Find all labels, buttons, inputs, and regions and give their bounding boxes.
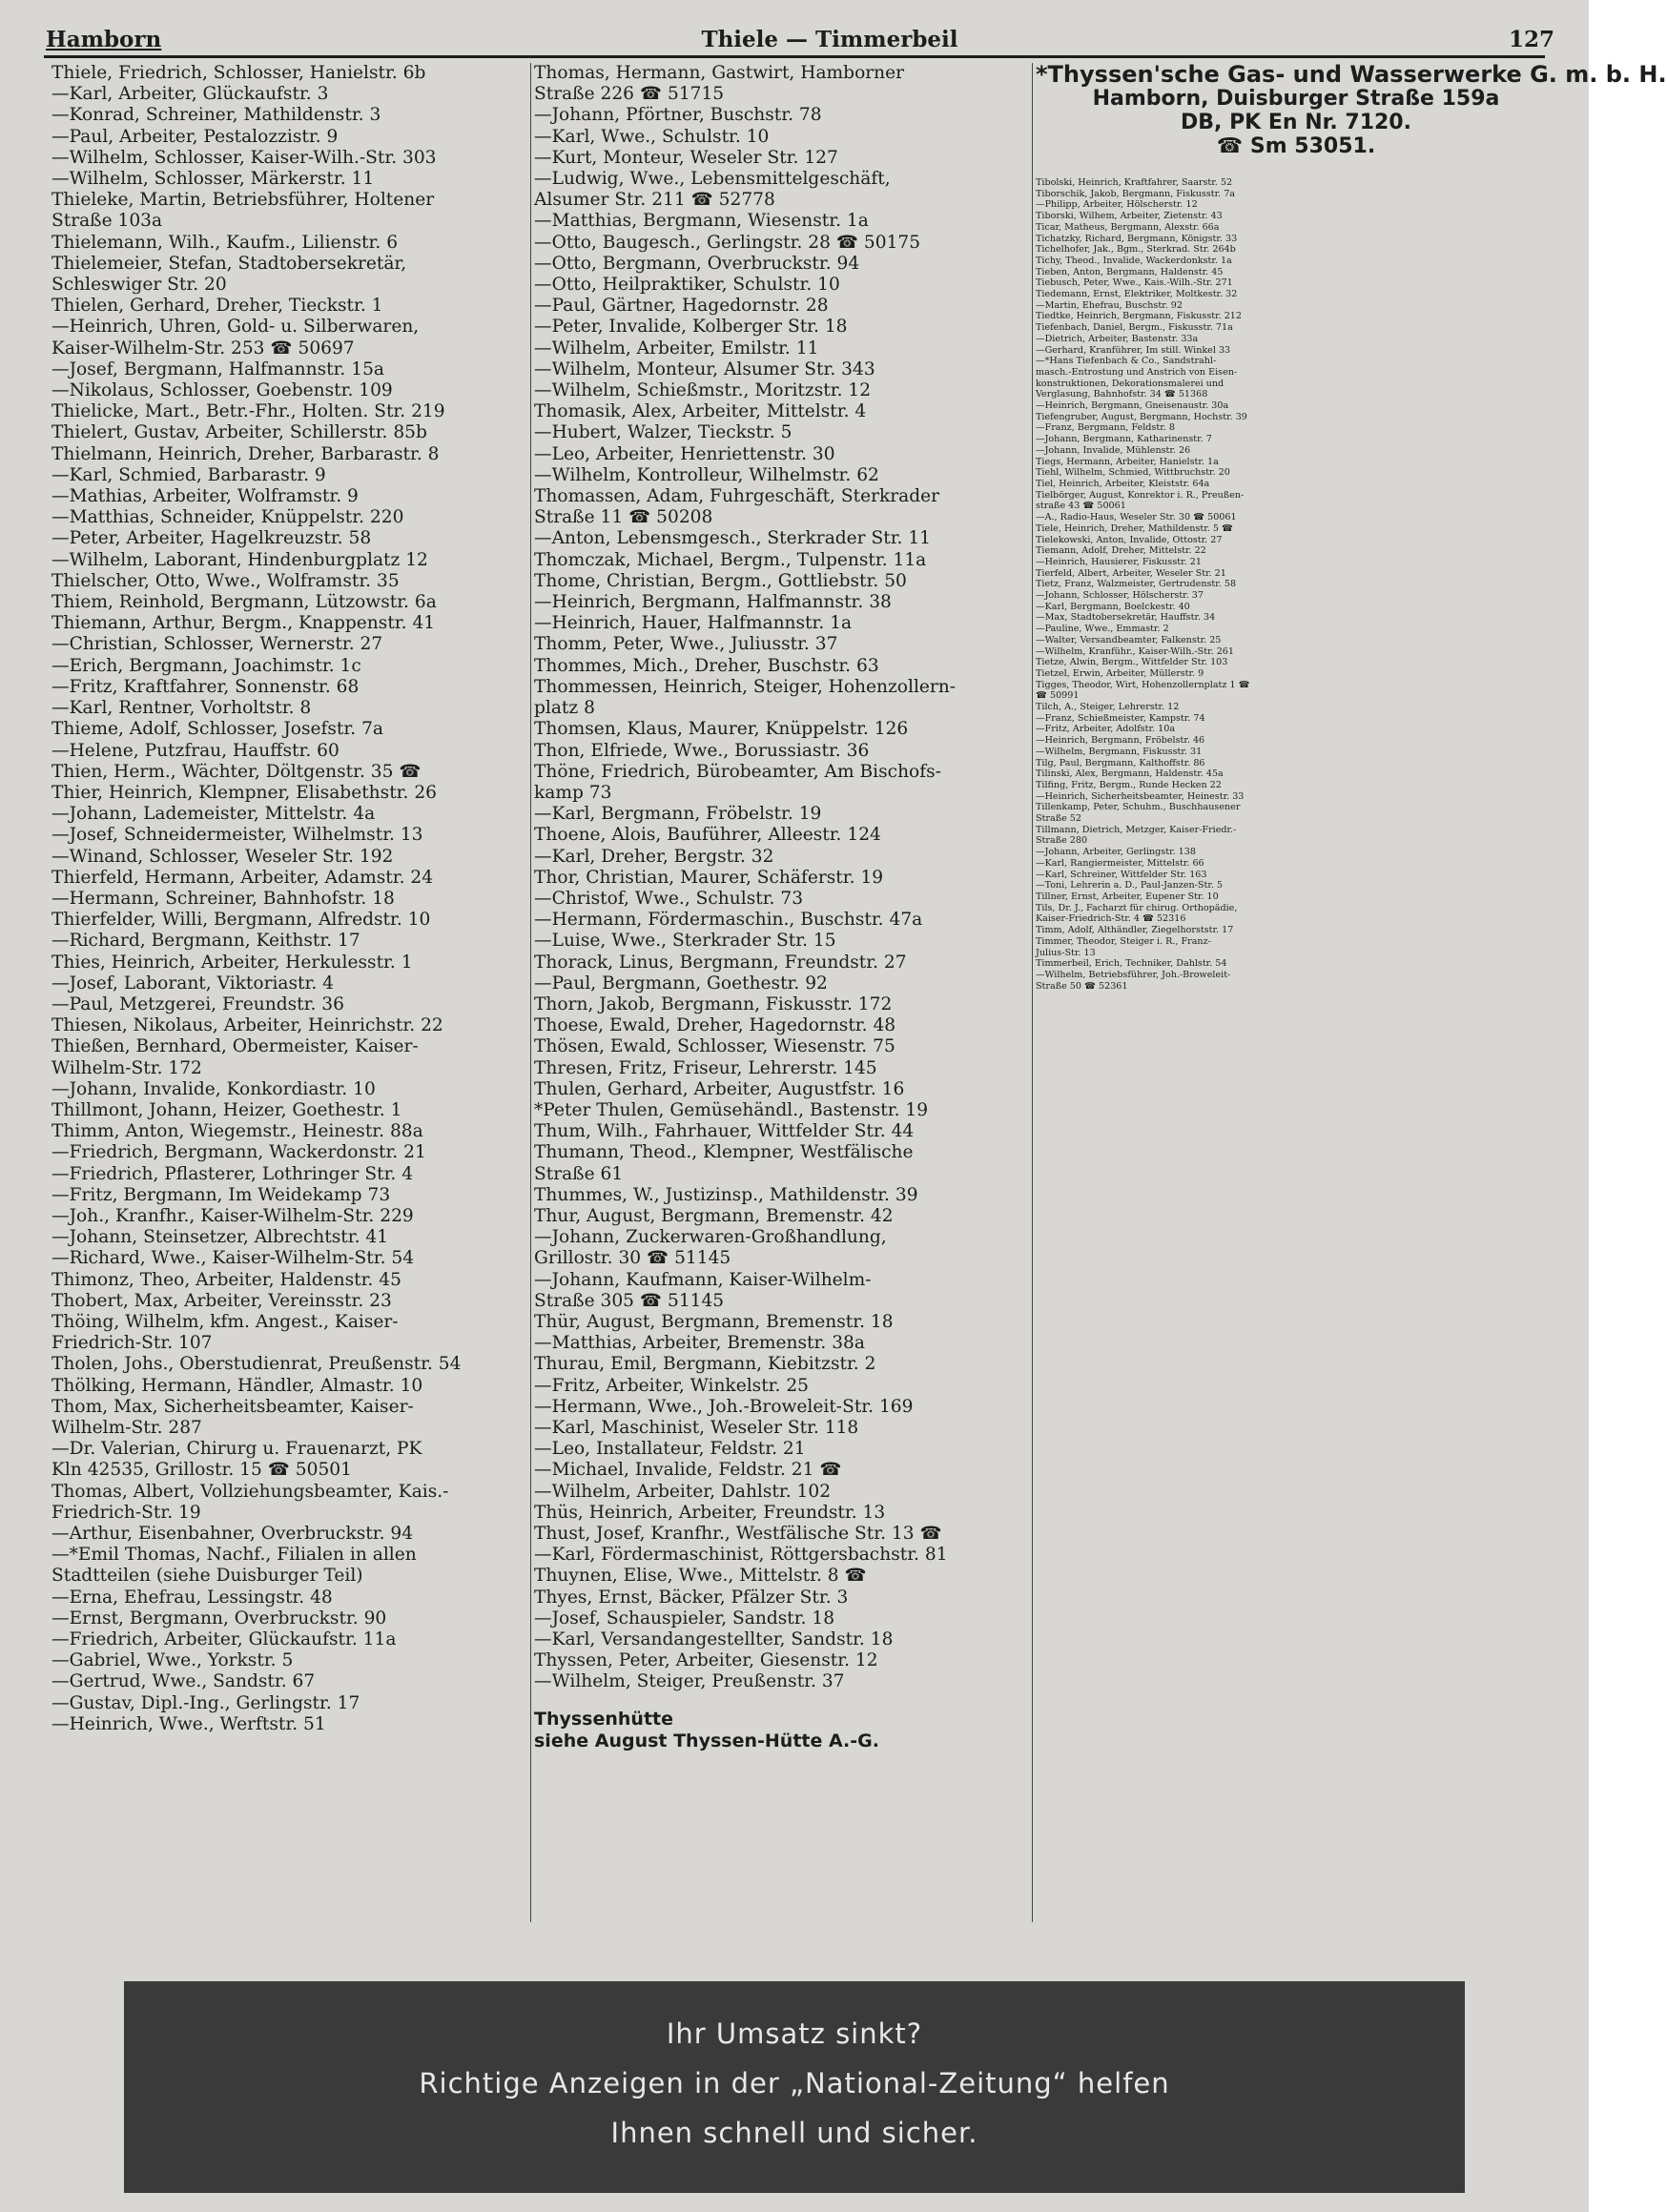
directory-entry: Straße 280 xyxy=(1036,835,1088,847)
directory-entry: —Erich, Bergmann, Joachimstr. 1c xyxy=(51,655,361,676)
directory-entry: —Johann, Zuckerwaren-Großhandlung, xyxy=(534,1227,887,1248)
directory-entry: —Walter, Versandbeamter, Falkenstr. 25 xyxy=(1036,634,1222,645)
directory-entry: —Arthur, Eisenbahner, Overbruckstr. 94 xyxy=(51,1524,414,1545)
directory-entry: —Peter, Arbeiter, Hagelkreuzstr. 58 xyxy=(51,528,372,549)
directory-entry: —Leo, Installateur, Feldstr. 21 xyxy=(534,1439,806,1460)
directory-entry: masch.-Entrostung und Anstrich von Eisen- xyxy=(1036,366,1238,378)
directory-entry: Straße 305 ☎ 51145 xyxy=(534,1290,725,1311)
directory-entry: Grillostr. 30 ☎ 51145 xyxy=(534,1248,731,1269)
directory-entry: Tietz, Franz, Walzmeister, Gertrudenstr. 58 xyxy=(1036,579,1237,590)
directory-entry: —Heinrich, Sicherheitsbeamter, Heinestr. 33 xyxy=(1036,790,1245,802)
directory-entry: Straße 50 ☎ 52361 xyxy=(1036,980,1128,992)
directory-entry: —Konrad, Schreiner, Mathildenstr. 3 xyxy=(51,105,381,126)
directory-entry: —Karl, Rentner, Vorholtstr. 8 xyxy=(51,698,312,719)
directory-entry: —Johann, Kaufmann, Kaiser-Wilhelm- xyxy=(534,1269,872,1290)
directory-entry: —Paul, Metzgerei, Freundstr. 36 xyxy=(51,993,344,1014)
directory-entry: —Karl, Dreher, Bergstr. 32 xyxy=(534,846,774,867)
directory-entry: —*Emil Thomas, Nachf., Filialen in allen xyxy=(51,1545,417,1566)
page-header xyxy=(38,21,1564,59)
directory-entry: Thomassen, Adam, Fuhrgeschäft, Sterkrader xyxy=(534,486,940,507)
directory-entry: Friedrich-Str. 19 xyxy=(51,1502,201,1523)
directory-entry: —Richard, Bergmann, Keithstr. 17 xyxy=(51,931,360,952)
directory-entry: —Wilhelm, Schießmstr., Moritzstr. 12 xyxy=(534,380,872,401)
header-city: Hamborn xyxy=(46,27,162,52)
directory-entry: —Karl, Schmied, Barbarastr. 9 xyxy=(51,464,326,485)
directory-entry: —Karl, Versandangestellter, Sandstr. 18 xyxy=(534,1629,894,1650)
directory-entry: —Gabriel, Wwe., Yorkstr. 5 xyxy=(51,1650,294,1671)
directory-entry: —Karl, Bergmann, Boelckestr. 40 xyxy=(1036,601,1190,612)
directory-entry: —Josef, Schauspieler, Sandstr. 18 xyxy=(534,1608,835,1628)
directory-entry: Tilinski, Alex, Bergmann, Haldenstr. 45a xyxy=(1036,768,1224,780)
directory-entry: Thillmont, Johann, Heizer, Goethestr. 1 xyxy=(51,1099,402,1120)
directory-entry: Tichy, Theod., Invalide, Wackerdonkstr. 1a xyxy=(1036,255,1232,266)
directory-entry: Thyssen, Peter, Arbeiter, Giesenstr. 12 xyxy=(534,1650,878,1671)
directory-entry: —Wilhelm, Kranführ., Kaiser-Wilh.-Str. 261 xyxy=(1036,645,1234,657)
directory-entry: —Karl, Schreiner, Wittfelder Str. 163 xyxy=(1036,869,1207,880)
directory-entry: Thielscher, Otto, Wwe., Wolframstr. 35 xyxy=(51,570,400,591)
directory-entry: —Friedrich, Bergmann, Wackerdonstr. 21 xyxy=(51,1142,426,1163)
directory-entry: —Wilhelm, Laborant, Hindenburgplatz 12 xyxy=(51,549,428,570)
directory-entry: —Matthias, Arbeiter, Bremenstr. 38a xyxy=(534,1333,865,1354)
directory-entry: —Karl, Rangiermeister, Mittelstr. 66 xyxy=(1036,857,1204,869)
column-1 xyxy=(51,63,526,1735)
directory-entry: Kaiser-Friedrich-Str. 4 ☎ 52316 xyxy=(1036,913,1186,925)
directory-entry: —Leo, Arbeiter, Henriettenstr. 30 xyxy=(534,443,835,464)
directory-entry: —Martin, Ehefrau, Buschstr. 92 xyxy=(1036,299,1183,311)
header-name-range: Thiele — Timmerbeil xyxy=(701,27,958,52)
directory-entry: —Wilhelm, Betriebsführer, Joh.-Broweleit- xyxy=(1036,969,1231,980)
directory-entry: —Johann, Steinsetzer, Albrechtstr. 41 xyxy=(51,1227,389,1248)
banner-line-1: Ihr Umsatz sinkt? xyxy=(666,2017,923,2050)
directory-entry: —Hermann, Wwe., Joh.-Broweleit-Str. 169 xyxy=(534,1396,914,1417)
directory-entry: Tiehl, Wilhelm, Schmied, Wittbruchstr. 20 xyxy=(1036,467,1230,479)
directory-entry: —Josef, Bergmann, Halfmannstr. 15a xyxy=(51,358,384,379)
directory-entry: platz 8 xyxy=(534,698,595,719)
directory-entry: Tielbörger, August, Konrektor i. R., Preußen- xyxy=(1036,489,1245,501)
directory-entry: —Otto, Heilpraktiker, Schulstr. 10 xyxy=(534,275,840,296)
directory-entry: Tholen, Johs., Oberstudienrat, Preußenstr. 54 xyxy=(51,1354,462,1375)
directory-entry: —Johann, Invalide, Konkordiastr. 10 xyxy=(51,1078,376,1099)
directory-entry: kamp 73 xyxy=(534,782,612,803)
directory-entry: —Kurt, Monteur, Weseler Str. 127 xyxy=(534,147,838,168)
directory-entry: Alsumer Str. 211 ☎ 52778 xyxy=(534,190,775,211)
directory-entry: —Joh., Kranfhr., Kaiser-Wilhelm-Str. 229 xyxy=(51,1205,414,1226)
directory-entry: —Peter, Invalide, Kolberger Str. 18 xyxy=(534,317,848,338)
directory-entry: Tieben, Anton, Bergmann, Haldenstr. 45 xyxy=(1036,266,1224,277)
directory-entry: —Mathias, Arbeiter, Wolframstr. 9 xyxy=(51,486,359,507)
directory-entry: Kaiser-Wilhelm-Str. 253 ☎ 50697 xyxy=(51,338,355,358)
directory-entry: —Franz, Bergmann, Feldstr. 8 xyxy=(1036,422,1175,434)
directory-entry: —Wilhelm, Schlosser, Märkerstr. 11 xyxy=(51,169,375,190)
directory-entry: Thomas, Albert, Vollziehungsbeamter, Kais.- xyxy=(51,1481,449,1502)
directory-entry: Thierfeld, Hermann, Arbeiter, Adamstr. 24 xyxy=(51,867,434,888)
directory-entry: Tiele, Heinrich, Dreher, Mathildenstr. 5 ☎ xyxy=(1036,522,1233,534)
directory-entry: Tilg, Paul, Bergmann, Kalthoffstr. 86 xyxy=(1036,757,1205,768)
directory-entry: Thummes, W., Justizinsp., Mathildenstr. 39 xyxy=(534,1184,918,1205)
directory-entry: Thimonz, Theo, Arbeiter, Haldenstr. 45 xyxy=(51,1269,401,1290)
directory-entry: Thielemeier, Stefan, Stadtobersekretär, xyxy=(51,253,407,274)
firm-line: Hamborn, Duisburger Straße 159a xyxy=(1092,87,1500,111)
directory-entry: Tietzel, Erwin, Arbeiter, Müllerstr. 9 xyxy=(1036,667,1204,679)
directory-entry: Stadtteilen (siehe Duisburger Teil) xyxy=(51,1566,363,1587)
directory-entry: Thommessen, Heinrich, Steiger, Hohenzollern- xyxy=(534,676,957,697)
directory-entry: —Wilhelm, Arbeiter, Emilstr. 11 xyxy=(534,338,819,358)
firm-advertisement xyxy=(1036,61,1667,158)
directory-entry: Wilhelm-Str. 172 xyxy=(51,1057,202,1078)
directory-entry: Thor, Christian, Maurer, Schäferstr. 19 xyxy=(534,867,884,888)
banner-line-3: Ihnen schnell und sicher. xyxy=(610,2117,978,2149)
directory-entry: —Michael, Invalide, Feldstr. 21 ☎ xyxy=(534,1460,842,1481)
directory-entry: —Hermann, Schreiner, Bahnhofstr. 18 xyxy=(51,888,395,909)
directory-entry: Straße 11 ☎ 50208 xyxy=(534,507,713,528)
directory-entry: Friedrich-Str. 107 xyxy=(51,1333,213,1354)
directory-entry: Julius-Str. 13 xyxy=(1036,947,1096,958)
directory-entry: Thier, Heinrich, Klempner, Elisabethstr. 26 xyxy=(51,782,437,803)
directory-entry: Tiefengruber, August, Bergmann, Hochstr. 39 xyxy=(1036,411,1247,422)
directory-entry: Thust, Josef, Kranfhr., Westfälische Str. 13 ☎ xyxy=(534,1524,942,1545)
directory-entry: —Gerhard, Kranführer, Im still. Winkel 33 xyxy=(1036,344,1231,356)
directory-entry: —Wilhelm, Schlosser, Kaiser-Wilh.-Str. 303 xyxy=(51,147,437,168)
directory-entry: Thien, Herm., Wächter, Döltgenstr. 35 ☎ xyxy=(51,761,422,782)
banner-line-2: Richtige Anzeigen in der „National-Zeitung“ helfen xyxy=(419,2067,1170,2099)
directory-entry: —Winand, Schlosser, Weseler Str. 192 xyxy=(51,846,394,867)
directory-entry: —Fritz, Kraftfahrer, Sonnenstr. 68 xyxy=(51,676,360,697)
directory-entry: Straße 103a xyxy=(51,211,163,232)
directory-entry: —Josef, Laborant, Viktoriastr. 4 xyxy=(51,973,335,993)
directory-entry: —Karl, Arbeiter, Glückaufstr. 3 xyxy=(51,84,329,105)
column-divider xyxy=(1032,63,1033,1922)
directory-entry: —Karl, Bergmann, Fröbelstr. 19 xyxy=(534,804,822,825)
directory-entry: Thölking, Hermann, Händler, Almastr. 10 xyxy=(51,1375,423,1396)
directory-entry: Thomczak, Michael, Bergm., Tulpenstr. 11a xyxy=(534,549,927,570)
directory-entry: —Fritz, Arbeiter, Winkelstr. 25 xyxy=(534,1375,809,1396)
directory-entry: —Johann, Invalide, Mühlenstr. 26 xyxy=(1036,444,1191,456)
directory-entry: —Matthias, Schneider, Knüppelstr. 220 xyxy=(51,507,404,528)
cross-reference-line: Thyssenhütte xyxy=(534,1708,674,1730)
directory-entry: Tilfing, Fritz, Bergm., Runde Hecken 22 xyxy=(1036,779,1222,790)
directory-entry: straße 43 ☎ 50061 xyxy=(1036,501,1126,512)
directory-entry: —Heinrich, Uhren, Gold- u. Silberwaren, xyxy=(51,317,420,338)
directory-entry: Tiebusch, Peter, Wwe., Kais.-Wilh.-Str. 271 xyxy=(1036,277,1233,289)
directory-entry: ☎ 50991 xyxy=(1036,690,1080,702)
directory-entry: —Johann, Pförtner, Buschstr. 78 xyxy=(534,105,822,126)
directory-entry: —Paul, Gärtner, Hagedornstr. 28 xyxy=(534,296,829,317)
directory-entry: —Wilhelm, Steiger, Preußenstr. 37 xyxy=(534,1671,845,1692)
directory-entry: —Heinrich, Hausierer, Fiskusstr. 21 xyxy=(1036,556,1202,567)
directory-entry: Schleswiger Str. 20 xyxy=(51,275,227,296)
directory-entry: —Josef, Schneidermeister, Wilhelmstr. 13 xyxy=(51,825,423,846)
directory-entry: Tietze, Alwin, Bergm., Wittfelder Str. 103 xyxy=(1036,657,1228,668)
directory-entry: —Wilhelm, Bergmann, Fiskusstr. 31 xyxy=(1036,746,1203,757)
directory-entry: —Otto, Baugesch., Gerlingstr. 28 ☎ 50175 xyxy=(534,232,921,253)
directory-entry: Tillner, Ernst, Arbeiter, Eupener Str. 10 xyxy=(1036,891,1219,902)
directory-entry: Thüs, Heinrich, Arbeiter, Freundstr. 13 xyxy=(534,1502,886,1523)
directory-entry: Thur, August, Bergmann, Bremenstr. 42 xyxy=(534,1205,894,1226)
directory-entry: —Karl, Maschinist, Weseler Str. 118 xyxy=(534,1418,859,1438)
directory-entry: Thoese, Ewald, Dreher, Hagedornstr. 48 xyxy=(534,1015,896,1036)
column-2 xyxy=(534,63,1028,1752)
directory-entry: Thießen, Bernhard, Obermeister, Kaiser- xyxy=(51,1036,419,1057)
directory-entry: Thöne, Friedrich, Bürobeamter, Am Bischofs- xyxy=(534,761,941,782)
directory-entry: Verglasung, Bahnhofstr. 34 ☎ 51368 xyxy=(1036,389,1208,400)
directory-entry: Thumann, Theod., Klempner, Westfälische xyxy=(534,1142,914,1163)
directory-entry: —Heinrich, Wwe., Werftstr. 51 xyxy=(51,1713,326,1734)
directory-entry: Thommes, Mich., Dreher, Buschstr. 63 xyxy=(534,655,879,676)
directory-entry: —Hermann, Fördermaschin., Buschstr. 47a xyxy=(534,910,923,931)
column-3 xyxy=(1036,61,1667,992)
directory-entry: —Christof, Wwe., Schulstr. 73 xyxy=(534,888,804,909)
directory-entry: Tillenkamp, Peter, Schuhm., Buschhausener xyxy=(1036,802,1241,813)
directory-entry: Tielekowski, Anton, Invalide, Ottostr. 27 xyxy=(1036,534,1223,545)
directory-entry: —Karl, Wwe., Schulstr. 10 xyxy=(534,126,770,147)
directory-entry: Thomas, Hermann, Gastwirt, Hamborner xyxy=(534,63,905,83)
directory-entry: Straße 61 xyxy=(534,1163,624,1184)
page-number: 127 xyxy=(1508,27,1554,52)
directory-entry: Thierfelder, Willi, Bergmann, Alfredstr. 10 xyxy=(51,910,431,931)
directory-entry: —Otto, Bergmann, Overbruckstr. 94 xyxy=(534,253,860,274)
directory-entry: —Franz, Schießmeister, Kampstr. 74 xyxy=(1036,712,1205,724)
cross-reference xyxy=(534,1709,1028,1752)
directory-entry: Thösen, Ewald, Schlosser, Wiesenstr. 75 xyxy=(534,1036,895,1057)
directory-entry: Tiel, Heinrich, Arbeiter, Kleiststr. 64a xyxy=(1036,478,1210,489)
directory-entry: Timm, Adolf, Althändler, Ziegelhorststr. 17 xyxy=(1036,925,1234,936)
directory-entry: Thorn, Jakob, Bergmann, Fiskusstr. 172 xyxy=(534,993,893,1014)
column-divider xyxy=(530,63,531,1922)
directory-entry: —Paul, Bergmann, Goethestr. 92 xyxy=(534,973,828,993)
directory-entry: Tierfeld, Albert, Arbeiter, Weseler Str. 21 xyxy=(1036,567,1226,579)
directory-entry: —Erna, Ehefrau, Lessingstr. 48 xyxy=(51,1587,333,1608)
directory-entry: —Helene, Putzfrau, Hauffstr. 60 xyxy=(51,740,340,761)
directory-entry: —Wilhelm, Kontrolleur, Wilhelmstr. 62 xyxy=(534,464,879,485)
directory-entry: Thielemann, Wilh., Kaufm., Lilienstr. 6 xyxy=(51,232,399,253)
directory-entry: Thon, Elfriede, Wwe., Borussiastr. 36 xyxy=(534,740,870,761)
directory-entry: Thuynen, Elise, Wwe., Mittelstr. 8 ☎ xyxy=(534,1566,867,1587)
directory-entry: Tichelhofer, Jak., Bgm., Sterkrad. Str. 264b xyxy=(1036,244,1236,256)
directory-entry: Thorack, Linus, Bergmann, Freundstr. 27 xyxy=(534,952,907,973)
directory-entry: Tichatzky, Richard, Bergmann, Königstr. 33 xyxy=(1036,233,1238,244)
directory-entry: —Luise, Wwe., Sterkrader Str. 15 xyxy=(534,931,836,952)
firm-line: ☎ Sm 53051. xyxy=(1216,134,1376,158)
firm-line: *Thyssen'sche Gas- und Wasserwerke G. m. b. H. xyxy=(1036,61,1667,88)
directory-entry: —Heinrich, Hauer, Halfmannstr. 1a xyxy=(534,613,853,634)
directory-entry: —Gustav, Dipl.-Ing., Gerlingstr. 17 xyxy=(51,1692,360,1713)
directory-entry: Thielicke, Mart., Betr.-Fhr., Holten. Str. 219 xyxy=(51,401,445,422)
directory-entry: Thies, Heinrich, Arbeiter, Herkulesstr. 1 xyxy=(51,952,413,973)
directory-entry: —Ernst, Bergmann, Overbruckstr. 90 xyxy=(51,1608,387,1628)
directory-entry: Thomasik, Alex, Arbeiter, Mittelstr. 4 xyxy=(534,401,867,422)
firm-line: DB, PK En Nr. 7120. xyxy=(1181,111,1411,134)
directory-entry: Thomm, Peter, Wwe., Juliusstr. 37 xyxy=(534,634,838,655)
directory-entry: —Philipp, Arbeiter, Hölscherstr. 12 xyxy=(1036,199,1198,211)
directory-entry: Thielen, Gerhard, Dreher, Tieckstr. 1 xyxy=(51,296,383,317)
directory-entry: —Johann, Bergmann, Katharinenstr. 7 xyxy=(1036,434,1212,445)
directory-entry: Thöing, Wilhelm, kfm. Angest., Kaiser- xyxy=(51,1311,399,1332)
directory-entry: Timmerbeil, Erich, Techniker, Dahlstr. 54 xyxy=(1036,958,1227,970)
directory-entry: —Matthias, Bergmann, Wiesenstr. 1a xyxy=(534,211,869,232)
directory-entry: Thiem, Reinhold, Bergmann, Lützowstr. 6a xyxy=(51,592,437,613)
directory-entry: Tiefenbach, Daniel, Bergm., Fiskusstr. 71a xyxy=(1036,322,1233,334)
directory-entry: —Pauline, Wwe., Emmastr. 2 xyxy=(1036,624,1169,635)
directory-entry: Thimm, Anton, Wiegemstr., Heinestr. 88a xyxy=(51,1121,423,1142)
directory-entry: —Friedrich, Pflasterer, Lothringer Str. 4 xyxy=(51,1163,414,1184)
directory-entry: Thomsen, Klaus, Maurer, Knüppelstr. 126 xyxy=(534,719,909,740)
directory-entry: Tiedtke, Heinrich, Bergmann, Fiskusstr. 212 xyxy=(1036,311,1242,322)
directory-entry: —Paul, Arbeiter, Pestalozzistr. 9 xyxy=(51,126,339,147)
directory-entry: —Friedrich, Arbeiter, Glückaufstr. 11a xyxy=(51,1629,397,1650)
directory-entry: Thielert, Gustav, Arbeiter, Schillerstr. 85b xyxy=(51,422,427,443)
directory-entry: —Christian, Schlosser, Wernerstr. 27 xyxy=(51,634,383,655)
directory-entry: Thom, Max, Sicherheitsbeamter, Kaiser- xyxy=(51,1396,414,1417)
directory-entry: —Toni, Lehrerin a. D., Paul-Janzen-Str. 5 xyxy=(1036,880,1224,891)
directory-entry: Thum, Wilh., Fahrhauer, Wittfelder Str. 44 xyxy=(534,1121,915,1142)
directory-entry: Thurau, Emil, Bergmann, Kiebitzstr. 2 xyxy=(534,1354,876,1375)
directory-entry: Thresen, Fritz, Friseur, Lehrerstr. 145 xyxy=(534,1057,877,1078)
directory-entry: Tiegs, Hermann, Arbeiter, Hanielstr. 1a xyxy=(1036,456,1219,467)
directory-entry: —Gertrud, Wwe., Sandstr. 67 xyxy=(51,1671,316,1692)
directory-entry: —Heinrich, Bergmann, Fröbelstr. 46 xyxy=(1036,735,1205,747)
directory-entry: —A., Radio-Haus, Weseler Str. 30 ☎ 50061 xyxy=(1036,512,1237,523)
directory-entry: Tillmann, Dietrich, Metzger, Kaiser-Friedr.- xyxy=(1036,824,1237,835)
directory-entry: —Wilhelm, Arbeiter, Dahlstr. 102 xyxy=(534,1481,832,1502)
directory-entry: —Hubert, Walzer, Tieckstr. 5 xyxy=(534,422,792,443)
directory-entry: —Nikolaus, Schlosser, Goebenstr. 109 xyxy=(51,380,393,401)
directory-entry: Thome, Christian, Bergm., Gottliebstr. 50 xyxy=(534,570,907,591)
directory-entry: konstruktionen, Dekorationsmalerei und xyxy=(1036,378,1225,389)
directory-entry: Tils, Dr. J., Facharzt für chirug. Orthopädie, xyxy=(1036,902,1238,913)
directory-entry: Tigges, Theodor, Wirt, Hohenzollernplatz 1 ☎ xyxy=(1036,679,1250,690)
directory-entry: —Karl, Fördermaschinist, Röttgersbachstr. 81 xyxy=(534,1545,948,1566)
directory-entry: Thieleke, Martin, Betriebsführer, Holtener xyxy=(51,190,435,211)
directory-entry: Tiborski, Wilhem, Arbeiter, Zietenstr. 43 xyxy=(1036,211,1223,222)
directory-entry: —Heinrich, Bergmann, Halfmannstr. 38 xyxy=(534,592,892,613)
directory-entry: Ticar, Matheus, Bergmann, Alexstr. 66a xyxy=(1036,221,1220,233)
directory-entry: Tilch, A., Steiger, Lehrerstr. 12 xyxy=(1036,702,1180,713)
directory-entry: Thieme, Adolf, Schlosser, Josefstr. 7a xyxy=(51,719,383,740)
directory-entry: Wilhelm-Str. 287 xyxy=(51,1418,202,1438)
directory-entry: Thielmann, Heinrich, Dreher, Barbarastr. 8 xyxy=(51,443,440,464)
directory-entry: Straße 52 xyxy=(1036,813,1081,825)
cross-reference-line: siehe August Thyssen-Hütte A.-G. xyxy=(534,1730,879,1751)
directory-entry: Tiemann, Adolf, Dreher, Mittelstr. 22 xyxy=(1036,545,1206,557)
directory-entry: Thiesen, Nikolaus, Arbeiter, Heinrichstr. 22 xyxy=(51,1015,443,1036)
directory-entry: Kln 42535, Grillostr. 15 ☎ 50501 xyxy=(51,1460,352,1481)
directory-entry: —Fritz, Arbeiter, Adolfstr. 10a xyxy=(1036,724,1176,735)
directory-entry: —Johann, Arbeiter, Gerlingstr. 138 xyxy=(1036,847,1196,858)
directory-entry: —Ludwig, Wwe., Lebensmittelgeschäft, xyxy=(534,169,891,190)
directory-entry: Timmer, Theodor, Steiger i. R., Franz- xyxy=(1036,935,1211,947)
directory-entry: Thulen, Gerhard, Arbeiter, Augustfstr. 16 xyxy=(534,1078,905,1099)
directory-entry: —Johann, Schlosser, Hölscherstr. 37 xyxy=(1036,590,1204,602)
directory-entry: Thiele, Friedrich, Schlosser, Hanielstr. 6b xyxy=(51,63,426,83)
directory-entry: Tiborschik, Jakob, Bergmann, Fiskusstr. 7a xyxy=(1036,188,1236,199)
directory-entry: Tibolski, Heinrich, Kraftfahrer, Saarstr. 52 xyxy=(1036,177,1233,188)
directory-entry: —Heinrich, Bergmann, Gneisenaustr. 30a xyxy=(1036,400,1229,412)
directory-entry: *Peter Thulen, Gemüsehändl., Bastenstr. 19 xyxy=(534,1099,929,1120)
directory-entry: Thiemann, Arthur, Bergm., Knappenstr. 41 xyxy=(51,613,436,634)
directory-entry: Thür, August, Bergmann, Bremenstr. 18 xyxy=(534,1311,894,1332)
directory-entry: —Dietrich, Arbeiter, Bastenstr. 33a xyxy=(1036,333,1199,344)
directory-entry: —Anton, Lebensmgesch., Sterkrader Str. 11 xyxy=(534,528,932,549)
directory-entry: Thoene, Alois, Bauführer, Alleestr. 124 xyxy=(534,825,881,846)
directory-entry: Tiedemann, Ernst, Elektriker, Moltkestr. 32 xyxy=(1036,289,1238,300)
directory-entry: —Johann, Lademeister, Mittelstr. 4a xyxy=(51,804,376,825)
directory-entry: —Wilhelm, Monteur, Alsumer Str. 343 xyxy=(534,358,875,379)
advertisement-banner xyxy=(124,1981,1465,2193)
directory-entry: Straße 226 ☎ 51715 xyxy=(534,84,725,105)
directory-entry: —Dr. Valerian, Chirurg u. Frauenarzt, PK xyxy=(51,1439,422,1460)
directory-entry: —*Hans Tiefenbach & Co., Sandstrahl- xyxy=(1036,356,1217,367)
directory-entry: —Richard, Wwe., Kaiser-Wilhelm-Str. 54 xyxy=(51,1248,415,1269)
directory-entry: Thobert, Max, Arbeiter, Vereinsstr. 23 xyxy=(51,1290,392,1311)
directory-entry: —Fritz, Bergmann, Im Weidekamp 73 xyxy=(51,1184,391,1205)
header-rule xyxy=(44,55,1545,58)
directory-entry: —Max, Stadtobersekretär, Hauffstr. 34 xyxy=(1036,612,1216,624)
directory-entry: Thyes, Ernst, Bäcker, Pfälzer Str. 3 xyxy=(534,1587,849,1608)
